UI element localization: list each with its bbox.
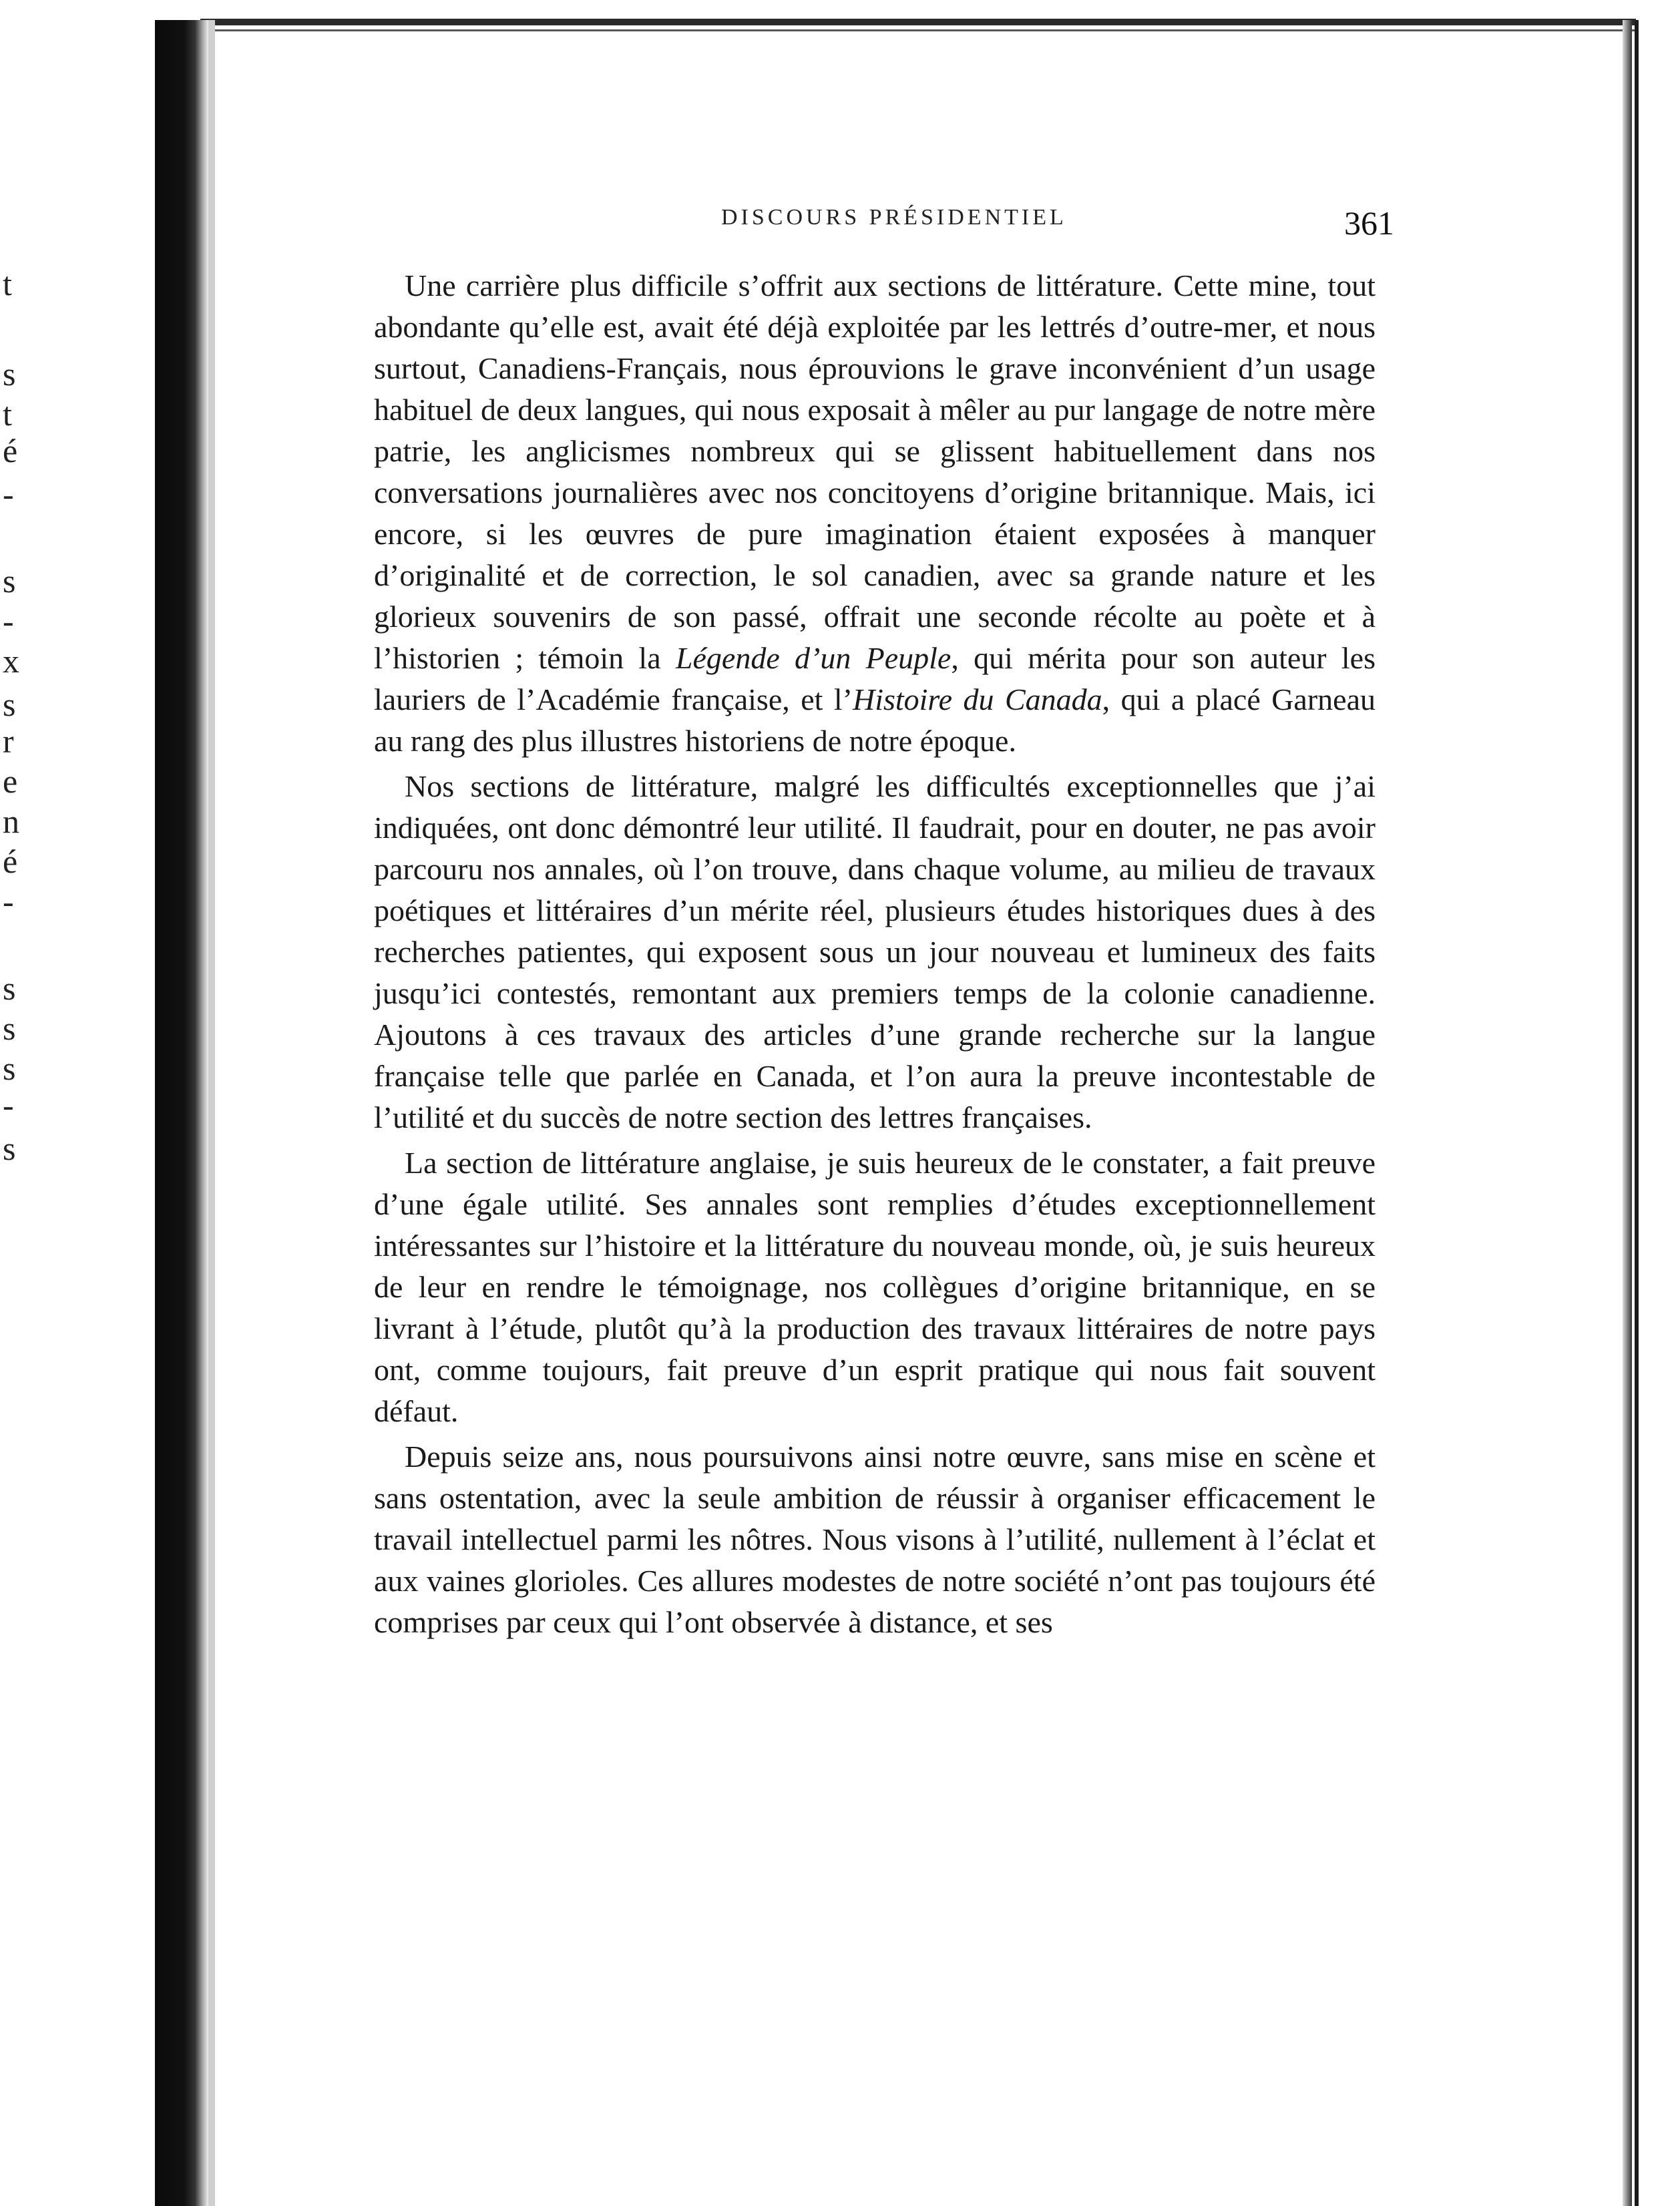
italic-title: Histoire du Canada	[852, 682, 1102, 716]
facing-page-char: é	[3, 843, 18, 880]
facing-page-char: t	[3, 395, 12, 433]
facing-page-char: s	[3, 969, 16, 1007]
facing-page-char: r	[3, 722, 14, 760]
facing-page-char: t	[3, 265, 12, 302]
paragraph	[374, 265, 1376, 762]
facing-page-char: e	[3, 762, 18, 800]
book-page	[374, 190, 1394, 1647]
paragraph: Depuis seize ans, nous poursuivons ainsi notre œuvre, sans mise en scène et sans ostentation, avec la seule ambition de réussir à organiser efficacement le travail intellectuel parmi les nôtres. Nous visons à l’utilité, nullement à l’éclat et aux vaines glorioles. Ces allures modestes de notre société n’ont pas toujours été comprises par ceux qui l’ont observée à distance, et ses	[374, 1440, 1376, 1639]
paragraph: Nos sections de littérature, malgré les difficultés exceptionnelles que j’ai indiquées, ont donc démontré leur utilité. Il faudrait, pour en douter, ne pas avoir parcouru nos annales, où l’on trouve, dans chaque volume, au milieu de travaux poétiques et littéraires d’un mérite réel, plusieurs études historiques dues à des recherches patientes, qui exposent sous un jour nouveau et lumineux des faits jusqu’ici contestés, remontant aux premiers temps de la colonie canadienne. Ajoutons à ces travaux des articles d’une grande recherche sur la langue française telle que parlée en Canada, et l’on aura la preuve incontestable de l’utilité et du succès de notre section des lettres françaises.	[374, 769, 1376, 1134]
running-head	[374, 190, 1394, 244]
facing-page-char: s	[3, 1130, 16, 1167]
page-number: 361	[1344, 204, 1394, 242]
paragraph: La section de littérature anglaise, je suis heureux de le constater, a fait preuve d’une égale utilité. Ses annales sont remplies d’études exceptionnellement intéressantes sur l’histoire et la littérature du nouveau monde, où, je suis heureux de leur en rendre le témoignage, nos collègues d’origine britannique, en se livrant à l’étude, plutôt qu’à la production des travaux littéraires de notre pays ont, comme toujours, fait preuve d’un esprit pratique qui nous fait souvent défaut.	[374, 1146, 1376, 1428]
book-spine-shadow	[155, 20, 208, 2206]
scan-frame-right-edge	[1635, 20, 1639, 2206]
facing-page-char: -	[3, 602, 14, 640]
facing-page-char: x	[3, 642, 19, 680]
paragraph-text: , qui mérita pour son auteur les lauriers de l’Académie française, et l’	[374, 641, 1376, 716]
scan-frame-top	[200, 19, 1636, 25]
facing-page-char: s	[3, 686, 16, 723]
facing-page-char: é	[3, 432, 18, 469]
facing-page-char: n	[3, 803, 19, 840]
facing-page-char: -	[3, 883, 14, 920]
book-gutter	[208, 20, 215, 2206]
body-text	[374, 265, 1376, 1643]
facing-page-char: s	[3, 355, 16, 393]
facing-page-char: s	[3, 1050, 16, 1087]
facing-page-char: -	[3, 1086, 14, 1124]
running-head-title: DISCOURS PRÉSIDENTIEL	[721, 205, 1067, 230]
paragraph-text: , qui a placé Garneau au rang des plus illustres historiens de notre époque.	[374, 682, 1376, 758]
scan-frame-right	[1623, 20, 1632, 2206]
facing-page-char: s	[3, 1010, 16, 1047]
facing-page-char: -	[3, 475, 14, 513]
facing-page-fragment	[0, 0, 40, 2206]
scan-frame-top-rule	[200, 29, 1636, 31]
paragraph-text: Une carrière plus difficile s’offrit aux sections de littérature. Cette mine, tout abondante qu’elle est, avait été déjà exploitée par les lettrés d’outre-mer, et nous surtout, Canadiens-Français, nous éprouvions le grave inconvénient d’un usage habituel de deux langues, qui nous exposait à mêler au pur langage de notre mère patrie, les anglicismes nombreux qui se glissent habituellement dans nos conversations journalières avec nos concitoyens d’origine britannique. Mais, ici encore, si les œuvres de pure imagination étaient exposées à manquer d’originalité et de correction, le sol canadien, avec sa grande nature et les glorieux souvenirs de son passé, offrait une seconde récolte au poète et à l’historien ; témoin la	[374, 268, 1376, 675]
facing-page-char: s	[3, 562, 16, 600]
italic-title: Légende d’un Peuple	[675, 641, 952, 675]
